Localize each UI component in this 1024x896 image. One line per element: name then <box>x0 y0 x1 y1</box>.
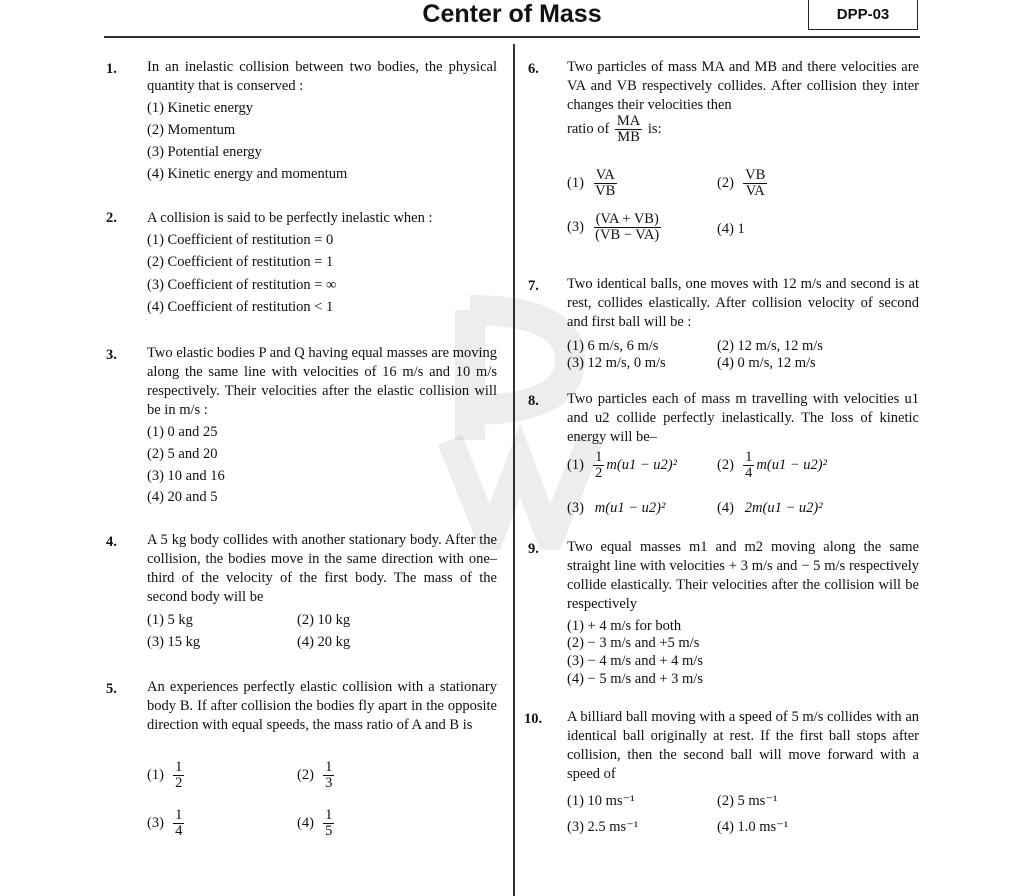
option: (4) 0 m/s, 12 m/s <box>717 355 816 371</box>
ratio-prefix: ratio of <box>567 121 610 137</box>
numerator: 1 <box>325 759 333 775</box>
question-text: An experiences perfectly elastic collision with a stationary body B. If after collision the bodies fly apart in the opposite direction with equal speeds, the mass ratio of A and B is <box>147 679 497 733</box>
numerator: VB <box>745 167 766 183</box>
option: (2) 10 kg <box>297 612 351 628</box>
question-number: 3. <box>106 347 117 363</box>
question-text: Two equal masses m1 and m2 moving along the same straight line with velocities + 3 m/s and − 5 m/s respectively collide elastically. Their velocities after the collision will be respectively <box>567 539 919 612</box>
fraction <box>593 450 604 481</box>
numerator: 1 <box>745 449 753 465</box>
fraction <box>323 760 334 791</box>
fraction <box>173 808 184 839</box>
denominator: 4 <box>745 465 753 481</box>
option: (4) 1 <box>717 221 745 237</box>
dpp-code-badge: DPP-03 <box>808 0 918 30</box>
option-label: (2) <box>297 767 314 783</box>
option: (4) Kinetic energy and momentum <box>147 166 348 182</box>
option: (3) 2.5 ms⁻¹ <box>567 819 639 835</box>
option: (2) Momentum <box>147 122 236 138</box>
fraction <box>593 168 617 199</box>
option: (2) Coefficient of restitution = 1 <box>147 254 334 270</box>
option <box>147 760 186 791</box>
question-number: 10. <box>524 711 543 727</box>
option-label: (1) <box>147 767 164 783</box>
option: (1) + 4 m/s for both <box>567 618 682 634</box>
fraction <box>323 808 334 839</box>
fraction <box>743 450 754 481</box>
option: (4) 20 kg <box>297 634 351 650</box>
option <box>297 760 336 791</box>
header-divider <box>104 36 920 38</box>
question-number: 1. <box>106 61 117 77</box>
denominator: VA <box>745 183 765 199</box>
option-label: (4) <box>717 500 734 516</box>
option <box>147 808 186 839</box>
option: (1) Coefficient of restitution = 0 <box>147 232 334 248</box>
question-text: A 5 kg body collides with another stationary body. After the collision, the bodies move in the same direction with one–third of the velocity of the first body. The mass of the second body will be <box>147 532 497 605</box>
question-number: 9. <box>528 541 539 557</box>
option <box>567 450 677 481</box>
fraction <box>593 212 661 243</box>
denominator: 5 <box>325 823 333 839</box>
question-text: Two particles of mass MA and MB and there velocities are VA and VB respectively collides. After collision they inter changes their velocities then <box>567 59 919 113</box>
page-title: Center of Mass <box>422 0 602 28</box>
expression: 2m(u1 − u2)² <box>744 500 823 516</box>
option-label: (2) <box>717 457 734 473</box>
numerator: 1 <box>175 807 183 823</box>
question-number: 6. <box>528 61 539 77</box>
numerator: VA <box>595 167 615 183</box>
fraction <box>615 114 642 145</box>
option-label: (3) <box>567 500 584 516</box>
option: (3) Potential energy <box>147 144 262 160</box>
option <box>567 212 663 243</box>
option-label: (4) <box>297 815 314 831</box>
option <box>567 168 619 199</box>
option-label: (3) <box>567 219 584 235</box>
fraction <box>743 168 767 199</box>
denominator: 2 <box>595 465 603 481</box>
ratio-suffix: is: <box>647 121 662 137</box>
expression: m(u1 − u2)² <box>756 457 827 473</box>
denominator: (VB − VA) <box>595 227 660 243</box>
denominator: VB <box>595 183 616 199</box>
denominator: MB <box>617 129 640 145</box>
option-label: (1) <box>567 175 584 191</box>
option-label: (3) <box>147 815 164 831</box>
option: (4) 20 and 5 <box>147 489 218 505</box>
fraction <box>173 760 184 791</box>
numerator: 1 <box>175 759 183 775</box>
question-number: 8. <box>528 393 539 409</box>
option: (2) 5 and 20 <box>147 446 218 462</box>
denominator: 4 <box>175 823 183 839</box>
option: (3) 15 kg <box>147 634 201 650</box>
option: (3) − 4 m/s and + 4 m/s <box>567 653 703 669</box>
option: (1) 5 kg <box>147 612 193 628</box>
option: (2) 5 ms⁻¹ <box>717 793 778 809</box>
expression: m(u1 − u2)² <box>594 500 666 516</box>
numerator: MA <box>616 113 641 129</box>
option: (2) − 3 m/s and +5 m/s <box>567 635 700 651</box>
question-number: 4. <box>106 534 117 550</box>
question-text: In an inelastic collision between two bodies, the physical quantity that is conserved : <box>147 59 497 94</box>
numerator: (VA + VB) <box>595 211 659 227</box>
option <box>297 808 336 839</box>
question-number: 7. <box>528 278 539 294</box>
question-text: Two elastic bodies P and Q having equal masses are moving along the same line with velocities of 16 m/s and 10 m/s respectively. Their velocities after the elastic collision will be in m/s : <box>147 345 497 418</box>
option <box>717 168 769 199</box>
option: (1) 6 m/s, 6 m/s <box>567 338 659 354</box>
option: (4) Coefficient of restitution < 1 <box>147 299 334 315</box>
question-text: A billiard ball moving with a speed of 5 m/s collides with an identical ball originally at rest. If the first ball stops after collision, then the second ball will move forward with a speed of <box>567 709 919 782</box>
option-label: (2) <box>717 175 734 191</box>
question-text: A collision is said to be perfectly inelastic when : <box>147 210 433 226</box>
question-number: 2. <box>106 210 117 226</box>
option: (3) 10 and 16 <box>147 468 225 484</box>
question-number: 5. <box>106 681 117 697</box>
question-text: Two identical balls, one moves with 12 m/s and second is at rest, collides elastically. After collision velocity of second and first ball will be : <box>567 276 919 330</box>
option: (1) Kinetic energy <box>147 100 254 116</box>
option: (1) 0 and 25 <box>147 424 218 440</box>
option <box>717 450 827 481</box>
question-text: Two particles each of mass m travelling with velocities u1 and u2 collide perfectly inelastically. The loss of kinetic energy will be– <box>567 391 919 445</box>
option: (4) 1.0 ms⁻¹ <box>717 819 789 835</box>
option: (3) 12 m/s, 0 m/s <box>567 355 666 371</box>
expression: m(u1 − u2)² <box>606 457 677 473</box>
denominator: 3 <box>325 775 333 791</box>
numerator: 1 <box>325 807 333 823</box>
option <box>717 499 823 518</box>
option: (3) Coefficient of restitution = ∞ <box>147 277 337 293</box>
option <box>567 499 665 518</box>
option: (4) − 5 m/s and + 3 m/s <box>567 671 703 687</box>
option: (2) 12 m/s, 12 m/s <box>717 338 823 354</box>
numerator: 1 <box>595 449 603 465</box>
option: (1) 10 ms⁻¹ <box>567 793 635 809</box>
ratio-line <box>567 114 662 145</box>
option-label: (1) <box>567 457 584 473</box>
denominator: 2 <box>175 775 183 791</box>
